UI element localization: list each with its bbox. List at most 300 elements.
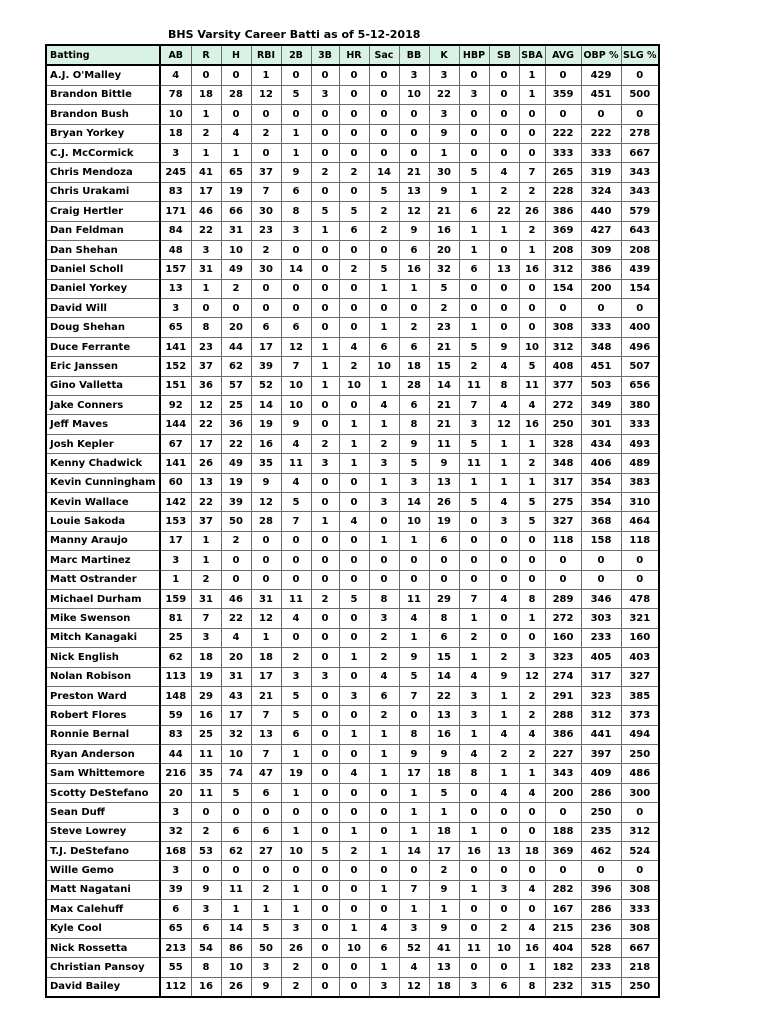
stat-cell: 409 bbox=[581, 764, 621, 783]
stat-cell: 0 bbox=[339, 182, 369, 201]
player-name: Daniel Scholl bbox=[46, 260, 160, 279]
table-row bbox=[46, 299, 659, 318]
stat-cell: 369 bbox=[545, 842, 581, 861]
table-row bbox=[46, 240, 659, 259]
stat-cell: 0 bbox=[621, 551, 659, 570]
stat-cell: 18 bbox=[519, 842, 545, 861]
table-row bbox=[46, 396, 659, 415]
stat-cell: 0 bbox=[459, 803, 489, 822]
stat-cell: 1 bbox=[519, 240, 545, 259]
stat-cell: 31 bbox=[221, 667, 251, 686]
stat-cell: 291 bbox=[545, 686, 581, 705]
stat-cell: 29 bbox=[191, 686, 221, 705]
stat-cell: 0 bbox=[459, 570, 489, 589]
stat-cell: 50 bbox=[221, 512, 251, 531]
stat-cell: 26 bbox=[281, 938, 311, 957]
stat-cell: 0 bbox=[311, 570, 339, 589]
table-row bbox=[46, 589, 659, 608]
stat-cell: 0 bbox=[459, 299, 489, 318]
stat-cell: 11 bbox=[459, 938, 489, 957]
stat-cell: 112 bbox=[160, 977, 191, 997]
stat-cell: 4 bbox=[519, 919, 545, 938]
stat-cell: 0 bbox=[459, 279, 489, 298]
stat-cell: 0 bbox=[281, 65, 311, 85]
stat-cell: 2 bbox=[339, 163, 369, 182]
stat-cell: 383 bbox=[621, 473, 659, 492]
stat-cell: 152 bbox=[160, 357, 191, 376]
table-row bbox=[46, 609, 659, 628]
stat-cell: 14 bbox=[399, 492, 429, 511]
stat-cell: 16 bbox=[399, 260, 429, 279]
stat-cell: 319 bbox=[581, 163, 621, 182]
player-name: Scotty DeStefano bbox=[46, 783, 160, 802]
stat-cell: 2 bbox=[339, 357, 369, 376]
player-name: Nick Rossetta bbox=[46, 938, 160, 957]
table-row bbox=[46, 337, 659, 356]
stat-cell: 28 bbox=[221, 85, 251, 104]
stat-cell: 0 bbox=[399, 570, 429, 589]
stat-cell: 0 bbox=[369, 861, 399, 880]
stat-cell: 200 bbox=[545, 783, 581, 802]
stat-cell: 2 bbox=[519, 221, 545, 240]
stat-cell: 0 bbox=[621, 803, 659, 822]
stat-cell: 1 bbox=[191, 143, 221, 162]
stat-cell: 1 bbox=[519, 473, 545, 492]
stat-cell: 232 bbox=[545, 977, 581, 997]
stat-cell: 39 bbox=[251, 357, 281, 376]
stat-cell: 30 bbox=[251, 260, 281, 279]
stat-cell: 9 bbox=[281, 163, 311, 182]
stat-cell: 17 bbox=[429, 842, 459, 861]
stat-cell: 5 bbox=[251, 919, 281, 938]
stat-cell: 6 bbox=[221, 822, 251, 841]
stat-cell: 235 bbox=[581, 822, 621, 841]
stat-cell: 3 bbox=[160, 861, 191, 880]
stat-cell: 1 bbox=[251, 65, 281, 85]
stat-cell: 1 bbox=[311, 376, 339, 395]
stat-cell: 0 bbox=[519, 803, 545, 822]
stat-cell: 31 bbox=[191, 589, 221, 608]
stat-cell: 1 bbox=[399, 783, 429, 802]
stat-cell: 0 bbox=[519, 551, 545, 570]
stat-cell: 0 bbox=[519, 279, 545, 298]
stat-cell: 0 bbox=[281, 551, 311, 570]
stat-cell: 0 bbox=[339, 861, 369, 880]
stat-cell: 32 bbox=[221, 725, 251, 744]
column-header: H bbox=[221, 45, 251, 65]
stat-cell: 0 bbox=[339, 492, 369, 511]
table-row bbox=[46, 706, 659, 725]
stat-cell: 579 bbox=[621, 202, 659, 221]
stat-cell: 5 bbox=[459, 492, 489, 511]
stat-cell: 0 bbox=[311, 706, 339, 725]
stat-cell: 1 bbox=[369, 531, 399, 550]
stat-cell: 118 bbox=[621, 531, 659, 550]
stat-cell: 10 bbox=[221, 745, 251, 764]
stat-cell: 22 bbox=[489, 202, 519, 221]
stat-cell: 17 bbox=[221, 706, 251, 725]
stat-cell: 12 bbox=[519, 667, 545, 686]
stat-cell: 4 bbox=[519, 725, 545, 744]
column-header: BB bbox=[399, 45, 429, 65]
player-name: Brandon Bush bbox=[46, 105, 160, 124]
stat-cell: 500 bbox=[621, 85, 659, 104]
column-header: RBI bbox=[251, 45, 281, 65]
stat-cell: 0 bbox=[339, 609, 369, 628]
table-row bbox=[46, 880, 659, 899]
stat-cell: 0 bbox=[191, 803, 221, 822]
stat-cell: 12 bbox=[191, 396, 221, 415]
stat-cell: 0 bbox=[621, 570, 659, 589]
stat-cell: 151 bbox=[160, 376, 191, 395]
stat-cell: 1 bbox=[369, 725, 399, 744]
stat-cell: 0 bbox=[339, 396, 369, 415]
stat-cell: 3 bbox=[369, 609, 399, 628]
stat-cell: 524 bbox=[621, 842, 659, 861]
stat-cell: 7 bbox=[399, 686, 429, 705]
stat-cell: 312 bbox=[545, 260, 581, 279]
stat-cell: 0 bbox=[311, 492, 339, 511]
stat-cell: 21 bbox=[429, 396, 459, 415]
table-row bbox=[46, 124, 659, 143]
stat-cell: 19 bbox=[281, 764, 311, 783]
player-name: Dan Feldman bbox=[46, 221, 160, 240]
stat-cell: 2 bbox=[429, 861, 459, 880]
stat-cell: 2 bbox=[251, 124, 281, 143]
stat-cell: 21 bbox=[251, 686, 281, 705]
table-row bbox=[46, 473, 659, 492]
stat-cell: 1 bbox=[459, 221, 489, 240]
stat-cell: 0 bbox=[459, 124, 489, 143]
stat-cell: 4 bbox=[221, 124, 251, 143]
stat-cell: 1 bbox=[459, 182, 489, 201]
stat-cell: 160 bbox=[621, 628, 659, 647]
stat-cell: 4 bbox=[339, 512, 369, 531]
stat-cell: 62 bbox=[160, 648, 191, 667]
stat-cell: 310 bbox=[621, 492, 659, 511]
stat-cell: 0 bbox=[311, 551, 339, 570]
stat-cell: 8 bbox=[191, 958, 221, 977]
stat-cell: 31 bbox=[251, 589, 281, 608]
stat-cell: 250 bbox=[545, 415, 581, 434]
stat-cell: 22 bbox=[191, 415, 221, 434]
stat-cell: 4 bbox=[519, 880, 545, 899]
sheet-title: BHS Varsity Career Batti as of 5-12-2018 bbox=[168, 28, 421, 41]
stat-cell: 6 bbox=[369, 938, 399, 957]
stat-cell: 300 bbox=[621, 783, 659, 802]
stat-cell: 0 bbox=[339, 880, 369, 899]
stat-cell: 65 bbox=[160, 318, 191, 337]
stat-cell: 0 bbox=[251, 531, 281, 550]
stat-cell: 0 bbox=[459, 512, 489, 531]
stat-cell: 354 bbox=[581, 492, 621, 511]
player-name: Doug Shehan bbox=[46, 318, 160, 337]
stat-cell: 0 bbox=[459, 900, 489, 919]
stat-cell: 0 bbox=[489, 609, 519, 628]
stat-cell: 2 bbox=[459, 628, 489, 647]
stat-cell: 15 bbox=[429, 648, 459, 667]
stat-cell: 312 bbox=[621, 822, 659, 841]
stat-cell: 154 bbox=[545, 279, 581, 298]
table-row bbox=[46, 531, 659, 550]
stat-cell: 0 bbox=[251, 105, 281, 124]
stat-cell: 10 bbox=[399, 85, 429, 104]
stat-cell: 1 bbox=[429, 143, 459, 162]
stat-cell: 2 bbox=[251, 880, 281, 899]
stat-cell: 1 bbox=[369, 745, 399, 764]
stat-cell: 228 bbox=[545, 182, 581, 201]
stat-cell: 0 bbox=[519, 299, 545, 318]
stat-cell: 1 bbox=[339, 822, 369, 841]
stat-cell: 1 bbox=[399, 279, 429, 298]
stat-cell: 3 bbox=[339, 686, 369, 705]
stat-cell: 6 bbox=[281, 318, 311, 337]
stat-cell: 1 bbox=[459, 240, 489, 259]
stat-cell: 74 bbox=[221, 764, 251, 783]
stat-cell: 3 bbox=[160, 551, 191, 570]
stat-cell: 18 bbox=[399, 357, 429, 376]
player-name: Nolan Robison bbox=[46, 667, 160, 686]
stat-cell: 16 bbox=[519, 938, 545, 957]
stat-cell: 0 bbox=[221, 861, 251, 880]
stat-cell: 5 bbox=[399, 454, 429, 473]
stat-cell: 0 bbox=[489, 105, 519, 124]
stat-cell: 0 bbox=[519, 105, 545, 124]
stat-cell: 0 bbox=[191, 861, 221, 880]
column-header: AVG bbox=[545, 45, 581, 65]
stat-cell: 8 bbox=[399, 725, 429, 744]
stat-cell: 32 bbox=[160, 822, 191, 841]
stat-cell: 39 bbox=[221, 492, 251, 511]
player-name: Kenny Chadwick bbox=[46, 454, 160, 473]
stat-cell: 0 bbox=[369, 143, 399, 162]
stat-cell: 441 bbox=[581, 725, 621, 744]
stat-cell: 0 bbox=[311, 686, 339, 705]
stat-cell: 0 bbox=[281, 570, 311, 589]
stat-cell: 5 bbox=[369, 260, 399, 279]
stat-cell: 14 bbox=[429, 667, 459, 686]
stat-cell: 429 bbox=[581, 65, 621, 85]
stat-cell: 0 bbox=[489, 318, 519, 337]
stat-cell: 160 bbox=[545, 628, 581, 647]
stat-cell: 1 bbox=[399, 803, 429, 822]
stat-cell: 0 bbox=[621, 861, 659, 880]
stat-cell: 0 bbox=[311, 745, 339, 764]
stat-cell: 9 bbox=[251, 473, 281, 492]
stat-cell: 0 bbox=[311, 900, 339, 919]
table-row bbox=[46, 803, 659, 822]
stat-cell: 0 bbox=[339, 473, 369, 492]
stat-cell: 380 bbox=[621, 396, 659, 415]
player-name: Max Calehuff bbox=[46, 900, 160, 919]
stat-cell: 323 bbox=[545, 648, 581, 667]
stat-cell: 0 bbox=[339, 105, 369, 124]
stat-cell: 250 bbox=[621, 745, 659, 764]
table-row bbox=[46, 842, 659, 861]
stat-cell: 19 bbox=[191, 667, 221, 686]
player-name: Christian Pansoy bbox=[46, 958, 160, 977]
stat-cell: 41 bbox=[429, 938, 459, 957]
player-name: Chris Mendoza bbox=[46, 163, 160, 182]
player-name: A.J. O'Malley bbox=[46, 65, 160, 85]
stat-cell: 208 bbox=[545, 240, 581, 259]
stat-cell: 17 bbox=[191, 434, 221, 453]
stat-cell: 0 bbox=[489, 958, 519, 977]
stat-cell: 245 bbox=[160, 163, 191, 182]
stat-cell: 1 bbox=[221, 143, 251, 162]
stat-cell: 19 bbox=[221, 182, 251, 201]
stat-cell: 3 bbox=[281, 221, 311, 240]
stat-cell: 1 bbox=[429, 900, 459, 919]
stat-cell: 22 bbox=[191, 492, 221, 511]
stat-cell: 1 bbox=[160, 570, 191, 589]
stat-cell: 18 bbox=[251, 648, 281, 667]
stat-cell: 65 bbox=[221, 163, 251, 182]
stat-cell: 4 bbox=[489, 357, 519, 376]
stat-cell: 83 bbox=[160, 725, 191, 744]
table-row bbox=[46, 977, 659, 997]
stat-cell: 0 bbox=[369, 822, 399, 841]
stat-cell: 17 bbox=[251, 667, 281, 686]
stat-cell: 49 bbox=[221, 260, 251, 279]
player-name: Dan Shehan bbox=[46, 240, 160, 259]
stat-cell: 26 bbox=[429, 492, 459, 511]
table-row bbox=[46, 667, 659, 686]
stat-cell: 323 bbox=[581, 686, 621, 705]
stat-cell: 1 bbox=[311, 512, 339, 531]
stat-cell: 153 bbox=[160, 512, 191, 531]
stat-cell: 0 bbox=[311, 958, 339, 977]
stat-cell: 18 bbox=[429, 764, 459, 783]
stat-cell: 0 bbox=[339, 900, 369, 919]
stat-cell: 92 bbox=[160, 396, 191, 415]
stat-cell: 0 bbox=[221, 299, 251, 318]
stat-cell: 10 bbox=[281, 376, 311, 395]
stat-cell: 2 bbox=[519, 182, 545, 201]
stat-cell: 46 bbox=[221, 589, 251, 608]
stat-cell: 9 bbox=[399, 221, 429, 240]
stat-cell: 4 bbox=[489, 589, 519, 608]
stat-cell: 2 bbox=[191, 822, 221, 841]
stat-cell: 0 bbox=[369, 65, 399, 85]
column-header: SB bbox=[489, 45, 519, 65]
stat-cell: 1 bbox=[191, 105, 221, 124]
stat-cell: 1 bbox=[489, 434, 519, 453]
stat-cell: 5 bbox=[281, 686, 311, 705]
stat-cell: 7 bbox=[519, 163, 545, 182]
stat-cell: 2 bbox=[369, 202, 399, 221]
stat-cell: 440 bbox=[581, 202, 621, 221]
stat-cell: 0 bbox=[221, 803, 251, 822]
player-name: Jeff Maves bbox=[46, 415, 160, 434]
stat-cell: 12 bbox=[251, 492, 281, 511]
stat-cell: 0 bbox=[251, 299, 281, 318]
stat-cell: 46 bbox=[191, 202, 221, 221]
stat-cell: 21 bbox=[399, 163, 429, 182]
stat-cell: 3 bbox=[369, 977, 399, 997]
stat-cell: 31 bbox=[191, 260, 221, 279]
stat-cell: 22 bbox=[221, 609, 251, 628]
stat-cell: 216 bbox=[160, 764, 191, 783]
stat-cell: 343 bbox=[621, 163, 659, 182]
stat-cell: 1 bbox=[281, 143, 311, 162]
stat-cell: 6 bbox=[369, 686, 399, 705]
stat-cell: 41 bbox=[191, 163, 221, 182]
stat-cell: 62 bbox=[221, 357, 251, 376]
stat-cell: 386 bbox=[545, 725, 581, 744]
stat-cell: 18 bbox=[429, 977, 459, 997]
stat-cell: 17 bbox=[191, 182, 221, 201]
stat-cell: 16 bbox=[191, 977, 221, 997]
player-name: Manny Araujo bbox=[46, 531, 160, 550]
stat-cell: 5 bbox=[369, 182, 399, 201]
stat-cell: 3 bbox=[160, 803, 191, 822]
stat-cell: 36 bbox=[191, 376, 221, 395]
stat-cell: 11 bbox=[191, 783, 221, 802]
stat-cell: 0 bbox=[545, 299, 581, 318]
stat-cell: 1 bbox=[281, 124, 311, 143]
stat-cell: 1 bbox=[281, 745, 311, 764]
stat-cell: 1 bbox=[369, 415, 399, 434]
stat-cell: 0 bbox=[339, 143, 369, 162]
player-name: Michael Durham bbox=[46, 589, 160, 608]
stat-cell: 0 bbox=[311, 880, 339, 899]
stat-cell: 0 bbox=[339, 318, 369, 337]
stat-cell: 462 bbox=[581, 842, 621, 861]
stat-cell: 233 bbox=[581, 958, 621, 977]
stat-cell: 13 bbox=[160, 279, 191, 298]
stat-cell: 0 bbox=[311, 396, 339, 415]
stat-cell: 9 bbox=[429, 880, 459, 899]
stat-cell: 0 bbox=[581, 861, 621, 880]
stat-cell: 9 bbox=[191, 880, 221, 899]
stat-cell: 8 bbox=[429, 609, 459, 628]
stat-cell: 55 bbox=[160, 958, 191, 977]
stat-cell: 52 bbox=[399, 938, 429, 957]
stat-cell: 141 bbox=[160, 454, 191, 473]
stat-cell: 7 bbox=[281, 357, 311, 376]
stat-cell: 0 bbox=[489, 900, 519, 919]
stat-cell: 1 bbox=[399, 531, 429, 550]
stat-cell: 275 bbox=[545, 492, 581, 511]
stat-cell: 43 bbox=[221, 686, 251, 705]
stat-cell: 222 bbox=[581, 124, 621, 143]
stat-cell: 4 bbox=[281, 473, 311, 492]
stat-cell: 6 bbox=[251, 318, 281, 337]
stat-cell: 385 bbox=[621, 686, 659, 705]
stat-cell: 1 bbox=[489, 454, 519, 473]
stat-cell: 0 bbox=[339, 977, 369, 997]
stat-cell: 312 bbox=[581, 706, 621, 725]
stat-cell: 49 bbox=[221, 454, 251, 473]
player-name: Ryan Anderson bbox=[46, 745, 160, 764]
stat-cell: 396 bbox=[581, 880, 621, 899]
stat-cell: 0 bbox=[191, 299, 221, 318]
stat-cell: 47 bbox=[251, 764, 281, 783]
stat-cell: 9 bbox=[429, 124, 459, 143]
stat-cell: 0 bbox=[311, 977, 339, 997]
stat-cell: 2 bbox=[311, 589, 339, 608]
stat-cell: 5 bbox=[281, 492, 311, 511]
stat-cell: 21 bbox=[429, 337, 459, 356]
stat-cell: 6 bbox=[429, 531, 459, 550]
stat-cell: 312 bbox=[545, 337, 581, 356]
stat-cell: 1 bbox=[459, 648, 489, 667]
table-row bbox=[46, 492, 659, 511]
stat-cell: 0 bbox=[339, 628, 369, 647]
stat-cell: 6 bbox=[489, 977, 519, 997]
stat-cell: 188 bbox=[545, 822, 581, 841]
